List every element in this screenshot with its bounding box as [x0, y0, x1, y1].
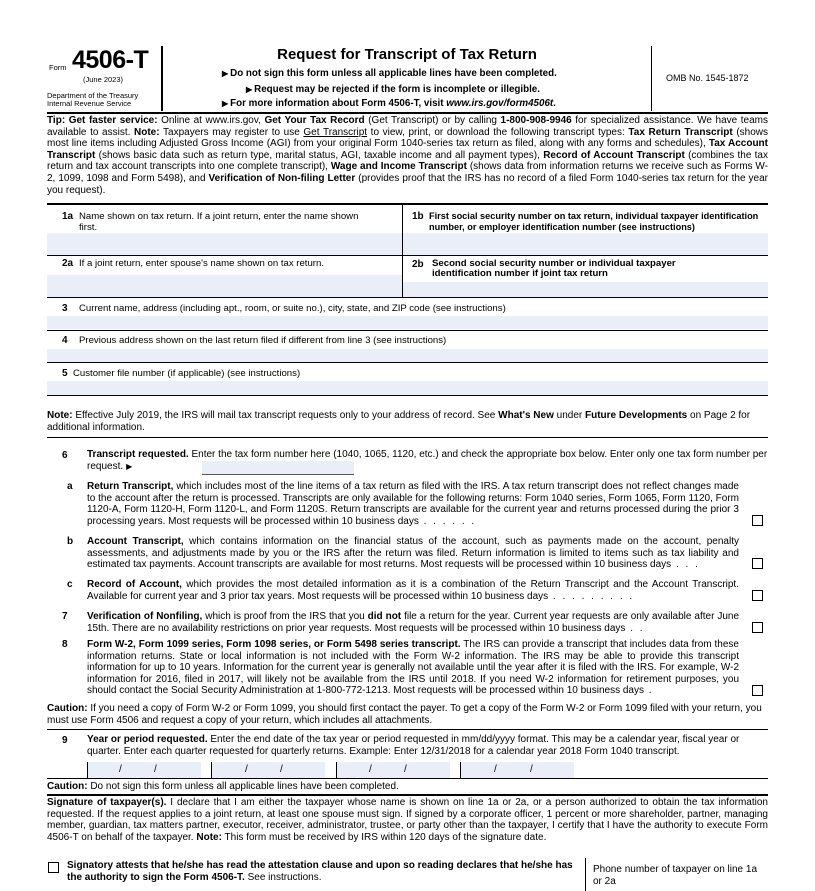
tip-bottom-rule: [47, 203, 768, 205]
form-w2-1099-checkbox[interactable]: [752, 685, 763, 696]
date-slash: /: [494, 764, 497, 775]
line-2-bottom-rule: [47, 297, 768, 298]
note-paragraph: Note: Effective July 2019, the IRS will mail tax transcript requests only to your address of record. See What's New under Future Developments on Page 2 for additional information.: [47, 410, 751, 433]
tip-paragraph: Tip: Get faster service: Online at www.irs.gov, Get Your Tax Record (Get Transcript) or by calling 1-800-908-9946 for specialized assistance. We have teams available to assist. Note: Taxpayers may register to use Get Transcript to view, print, or download the following transcript types: Tax Return Transcript (shows most line items including Adjusted Gross Income (AGI) from your original Form 1040-series tax return as filed, along with any forms and schedules), Tax Account Transcript (shows basic data such as return type, marital status, AGI, taxable income and all payment types), Record of Account Transcript (combines the tax return and tax account transcripts into one complete transcript), Wage and Income Transcript (shows data from information returns we receive such as Forms W-2, 1099, 1098 and Form 5498), and Verification of Non-filing Letter (provides proof that the IRS has no record of a filed Form 1040-series tax return for the year you request).: [47, 115, 769, 196]
line-2b-number: 2b: [412, 259, 424, 270]
line-9-number: 9: [62, 735, 68, 746]
header-bullet-1: ▶ Do not sign this form unless all applicable lines have been completed.: [222, 68, 557, 79]
line-3-bottom-rule: [47, 330, 768, 331]
ssn-second-input[interactable]: [403, 282, 768, 297]
date-slash: /: [280, 764, 283, 775]
spouse-name-input[interactable]: [47, 275, 402, 297]
header-bottom-rule: [47, 112, 768, 114]
form-date: (June 2023): [83, 75, 124, 84]
attestation-checkbox[interactable]: [48, 862, 59, 873]
line-2b-label: Second social security number or individual taxpayer identification number if joint tax return: [432, 258, 676, 280]
record-of-account-checkbox[interactable]: [752, 590, 763, 601]
caution-sign-rule: [47, 794, 768, 796]
tax-form-number-input[interactable]: [202, 461, 354, 475]
year-period-input-3[interactable]: [336, 762, 450, 778]
line-1b-number: 1b: [412, 211, 424, 222]
line-4-label: Previous address shown on the last return filed if different from line 3 (see instructions): [79, 335, 447, 346]
attestation-text: Signatory attests that he/she has read the attestation clause and upon so reading declares that he/she has the authority to sign the Form 4506-T. See instructions.: [67, 860, 573, 883]
line-9-bottom-rule: [47, 778, 768, 779]
year-period-input-1[interactable]: [87, 762, 201, 778]
line-6-number: 6: [62, 450, 68, 461]
previous-address-input[interactable]: [47, 349, 768, 362]
line-8-text: Form W-2, Form 1099 series, Form 1098 series, or Form 5498 series transcript. The IRS can provide a transcript that includes data from these information returns. State or local information is not included with the Form W-2 information. The IRS may be able to provide this transcript information for up to 10 years. Information for the current year is generally not available until the year after it is filed with the IRS. For example, W-2 information for 2016, filed in 2017, will likely not be available from the IRS until 2018. If you need W-2 information for retirement purposes, you should contact the Social Security Administration at 1-800-772-1213. Most requests will be processed within 10 business days .: [87, 639, 739, 697]
caution-sign-paragraph: Caution: Do not sign this form unless all applicable lines have been completed.: [47, 781, 399, 792]
line-7-text: Verification of Nonfiling, which is proof from the IRS that you did not file a return for the year. Current year requests are only available after June 15th. There are no availability restrictions on prior year requests. Most requests will be processed within 10 business days . .: [87, 611, 740, 634]
year-period-input-2[interactable]: [211, 762, 325, 778]
form-title: Request for Transcript of Tax Return: [277, 46, 537, 63]
account-transcript-checkbox[interactable]: [752, 558, 763, 569]
line-1a-label: Name shown on tax return. If a joint return, enter the name shown first.: [79, 211, 359, 234]
date-slash: /: [369, 764, 372, 775]
header-bullet-3: ▶ For more information about Form 4506-T, visit www.irs.gov/form4506t.: [222, 98, 556, 109]
date-slash: /: [530, 764, 533, 775]
line-5-bottom-rule: [47, 395, 768, 396]
line-6b-letter: b: [67, 536, 74, 547]
caution-copy-paragraph: Caution: If you need a copy of Form W-2 or Form 1099, you should first contact the payer. To get a copy of the Form W-2 or Form 1099 filed with your return, you must use Form 4506 and request a copy of your return, which includes all attachments.: [47, 703, 762, 726]
caution-bottom-rule: [47, 729, 768, 730]
date-slash: /: [245, 764, 248, 775]
header-divider-right: [651, 46, 652, 111]
line-4-bottom-rule: [47, 362, 768, 363]
line-6c-letter: c: [67, 579, 73, 590]
customer-file-number-input[interactable]: [47, 381, 768, 395]
line-3-label: Current name, address (including apt., room, or suite no.), city, state, and ZIP code (see instructions): [79, 303, 506, 314]
date-slash: /: [119, 764, 122, 775]
ssn-first-input[interactable]: [403, 233, 768, 255]
line-2a-number: 2a: [62, 258, 74, 269]
verification-nonfiling-checkbox[interactable]: [752, 622, 763, 633]
line-9-text: Year or period requested. Enter the end date of the tax year or period requested in mm/dd/yyyy format. This may be a calendar year, fiscal year or quarter. Enter each quarter requested for quarterly returns. Example: Enter 12/31/2018 for a calendar year 2018 Form 1040 transcript.: [87, 734, 740, 757]
get-transcript-link[interactable]: Get Transcript: [303, 126, 368, 138]
line-8-number: 8: [62, 639, 68, 650]
form4506t-link[interactable]: www.irs.gov/form4506t: [446, 98, 554, 109]
line-6a-letter: a: [67, 481, 73, 492]
signature-paragraph: Signature of taxpayer(s). I declare that I am either the taxpayer whose name is shown on line 1a or 2a, or a person authorized to obtain the tax information requested. If the request applies to a joint return, at least one spouse must sign. If signed by a corporate officer, 1 percent or more shareholder, partner, managing member, guardian, tax matters partner, executor, receiver, administrator, trustee, or party other than the taxpayer, I certify that I have the authority to execute Form 4506-T on behalf of the taxpayer. Note: This form must be received by IRS within 120 days of the signature date.: [47, 797, 768, 843]
line-6a-text: Return Transcript, which includes most of the line items of a tax return as filed with the IRS. A tax return transcript does not reflect changes made to the account after the return is processed. Transcripts are only available for the following returns: Form 1040 series, Form 1065, Form 1120, Form 1120-A, Form 1120-H, Form 1120-L, and Form 1120S. Return transcripts are available for the current year and returns processed during the prior 3 processing years. Most requests will be processed within 10 business days . . . . . .: [87, 481, 739, 527]
form-word: Form: [49, 63, 67, 72]
header-bullet-2: ▶ Request may be rejected if the form is incomplete or illegible.: [246, 84, 540, 95]
dept-line1: Department of the Treasury: [47, 91, 139, 100]
line-5-label: Customer file number (if applicable) (see instructions): [73, 368, 301, 379]
line-5-number: 5: [62, 368, 68, 379]
line-4-number: 4: [62, 335, 68, 346]
year-period-input-4[interactable]: [460, 762, 574, 778]
line-1a-number: 1a: [62, 211, 74, 222]
date-slash: /: [404, 764, 407, 775]
current-address-input[interactable]: [47, 316, 768, 329]
line-3-number: 3: [62, 303, 68, 314]
return-transcript-checkbox[interactable]: [752, 515, 763, 526]
name-first-input[interactable]: [47, 233, 402, 255]
phone-number-label: Phone number of taxpayer on line 1a or 2a: [593, 864, 757, 887]
form-number: 4506-T: [72, 46, 149, 74]
line-6c-text: Record of Account, which provides the most detailed information as it is a combination of the Return Transcript and the Account Transcript. Available for current year and 3 prior tax years. Most requests will be processed within 10 business days . . . . . . . . .: [87, 579, 739, 602]
date-slash: /: [154, 764, 157, 775]
phone-divider: [585, 858, 586, 891]
omb-number: OMB No. 1545-1872: [666, 73, 749, 83]
line-2a-label: If a joint return, enter spouse's name shown on tax return.: [79, 258, 325, 269]
line-6b-text: Account Transcript, which contains information on the financial status of the account, such as payments made on the account, penalty assessments, and adjustments made by you or the IRS after the return was filed. Return information is limited to items such as tax liability and estimated tax payments. Account transcripts are available for most returns. Most requests will be processed within 10 business days . . .: [87, 536, 739, 571]
dept-line2: Internal Revenue Service: [47, 99, 132, 108]
note-bottom-rule: [47, 437, 768, 438]
line-1-bottom-rule: [47, 255, 768, 256]
line-6-text: Transcript requested. Enter the tax form number here (1040, 1065, 1120, etc.) and check the appropriate box below. Enter only one tax form number per request. ▶: [87, 449, 768, 472]
line-7-number: 7: [62, 611, 68, 622]
line-1b-label: First social security number on tax return, individual taxpayer identification number, or employer identification number (see instructions): [429, 211, 759, 233]
